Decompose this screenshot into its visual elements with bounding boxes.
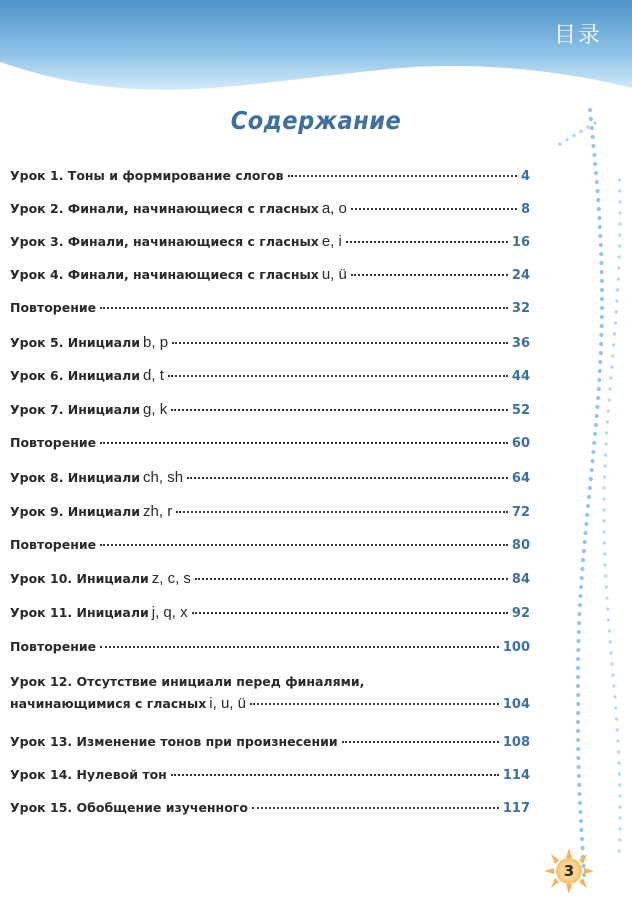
toc-entry-text: Урок 3. Финали, начинающиеся с гласных [10,234,319,249]
toc-entry-label [10,168,284,183]
toc-entry-page: 36 [511,336,530,351]
decorative-dot [615,310,618,313]
decorative-dot [595,414,599,418]
toc-entry-label [10,469,183,486]
decorative-dot [585,513,589,517]
toc-entry-label-line1: Урок 12. Отсутствие инициали перед финалями, [10,674,365,689]
decorative-dot [614,706,617,709]
decorative-dot [583,531,587,535]
decorative-dot [617,277,620,280]
decorative-dot [603,464,606,467]
toc-entry-text: Урок 6. Инициали [10,368,141,383]
decorative-dot [618,794,621,797]
decorative-dot [615,717,618,720]
decorative-dot [604,574,607,577]
toc-entry-label [10,537,96,552]
dot-leader [346,241,508,243]
decorative-dot [576,648,580,652]
toc-entry-label [10,233,342,250]
toc-entry[interactable] [10,570,530,587]
decorative-dot [593,162,597,166]
decorative-dot [615,299,618,302]
decorative-dot [618,178,621,181]
decorative-dot [586,504,590,508]
toc-entry-page: 114 [502,768,530,783]
decorative-dot [618,211,621,214]
decorative-dot [591,135,595,139]
decorative-dot [576,747,580,751]
decorative-dot [599,243,603,247]
dot-leader [195,578,508,580]
decorative-dot [605,596,608,599]
dot-leader [171,774,499,776]
decorative-dot [577,765,581,769]
toc-entry-pinyin: j, q, x [151,604,188,621]
decorative-dot [577,774,581,778]
decorative-dot [576,684,580,688]
decorative-dot [618,255,621,258]
decorative-dot [611,673,614,676]
decorative-dot [600,297,604,301]
decorative-dot [600,279,604,283]
decorative-dot [599,333,603,337]
toc-entry-pinyin: d, t [143,367,164,384]
toc-entry-label [10,367,164,384]
decorative-dot [603,563,606,566]
toc-entry-page: 117 [502,801,530,816]
toc-entry[interactable] [10,503,530,520]
toc-entry-label [10,695,246,712]
toc-entry-text: Повторение [10,300,97,315]
toc-entry-page: 80 [511,538,530,553]
decorative-dot [579,828,583,832]
decorative-dot [595,405,599,409]
decorative-dot [576,675,580,679]
decorative-dot [600,315,604,319]
toc-entry-page: 44 [511,369,530,384]
decorative-dot [610,365,613,368]
toc-entry-label [10,435,96,450]
dot-leader [187,477,508,479]
dot-leader [171,409,508,411]
decorative-dot [618,805,621,808]
decorative-dot [607,409,610,412]
decorative-dot [598,360,602,364]
decorative-dot [607,618,610,621]
toc-entry[interactable] [10,604,530,621]
decorative-dot [578,801,582,805]
decorative-dot [582,549,586,553]
decorative-dot [576,666,580,670]
decorative-dot [611,354,614,357]
toc-entry-page: 64 [511,471,530,486]
decorative-dot [600,306,604,310]
decorative-dot [609,376,612,379]
dot-leader [192,612,508,614]
decorative-dot [616,728,619,731]
toc-entry-text: Урок 8. Инициали [10,470,141,485]
decorative-dot [599,261,603,265]
decorative-dot [576,756,580,760]
decorative-dot [576,639,580,643]
decorative-dot [608,629,611,632]
decorative-dot [618,200,621,203]
toc-entry-label [10,800,248,815]
toc-entry[interactable] [10,334,530,351]
decorative-dot [609,640,612,643]
toc-entry-label [10,401,167,418]
decorative-dot [594,171,598,175]
decorative-dot [602,519,605,522]
decorative-dot [613,332,616,335]
decorative-dot [604,442,607,445]
decorative-dot [591,459,595,463]
toc-entry-text: Урок 9. Инициали [10,504,141,519]
decorative-dot [602,497,605,500]
decorative-dot [606,607,609,610]
dot-leader [100,646,499,648]
toc-entry-text: Урок 5. Инициали [10,335,141,350]
decorative-dot [610,662,613,665]
decorative-dot [578,792,582,796]
decorative-dot [597,216,601,220]
decorative-dot [598,225,602,229]
decorative-dot [616,739,619,742]
decorative-dot [610,651,613,654]
decorative-dot [614,321,617,324]
toc-entry-pinyin: b, p [143,334,169,351]
toc-entry-text: Урок 11. Инициали [10,605,149,620]
toc-entry-text: Повторение [10,639,97,654]
decorative-dot [602,508,605,511]
toc-entry[interactable] [10,200,530,217]
decorative-dot [604,453,607,456]
dot-leader [288,175,517,177]
decorative-dot [577,621,581,625]
toc-entry[interactable] [10,401,530,418]
toc-entry-page: 72 [511,505,530,520]
toc-entry-label [10,334,168,351]
decorative-dot [612,343,615,346]
decorative-dot [576,738,580,742]
decorative-dot [578,594,582,598]
toc-entry-page: 84 [511,572,530,587]
decorative-dot [580,576,584,580]
toc-entry-pinyin: g, k [143,401,168,418]
toc-entry-text: Урок 1. Тоны и формирование слогов [10,168,284,183]
decorative-dot [576,711,580,715]
decorative-dot [617,750,620,753]
toc-entry-label [10,570,191,587]
decorative-dot [600,288,604,292]
decorative-dot [599,342,603,346]
decorative-dot [591,450,595,454]
dot-leader [100,442,508,444]
toc-entry-pinyin: u, ü [321,266,347,283]
toc-entry-label [10,300,96,315]
decorative-dot [590,468,594,472]
decorative-dot [584,522,588,526]
decorative-dot [588,486,592,490]
decorative-dot [576,702,580,706]
toc-entry[interactable] [10,233,530,250]
decorative-dot [596,198,600,202]
decorative-dot [581,558,585,562]
decorative-dot [613,695,616,698]
decorative-dot [616,288,619,291]
toc-entry-page: 108 [502,735,530,750]
decorative-dot [618,827,621,830]
decorative-dot [618,783,621,786]
toc-entry-label [10,767,167,782]
decorative-dot [578,603,582,607]
decorative-dot [576,720,580,724]
toc-entry-text: Повторение [10,537,97,552]
decorative-dot [576,729,580,733]
decorative-dot [595,180,599,184]
toc-entry[interactable] [10,767,530,783]
toc-entry-text: Повторение [10,435,97,450]
toc-entry-label [10,639,96,654]
decorative-dot [600,270,604,274]
toc-entry-page: 92 [511,606,530,621]
decorative-dot [594,423,598,427]
toc-entry[interactable] [10,300,530,316]
decorative-dot [603,475,606,478]
dot-leader [351,208,517,210]
dot-leader [176,511,508,513]
decorative-dot [599,252,603,256]
dot-leader [351,274,508,276]
dot-leader [342,741,499,743]
decorative-dot [607,398,610,401]
decorative-dot [580,837,584,841]
toc-entry-text: Урок 7. Инициали [10,402,141,417]
decorative-dot [618,772,621,775]
toc-entry-pinyin: zh, r [143,503,173,520]
toc-entry[interactable] [10,674,530,712]
decorative-dot [617,266,620,269]
decorative-dot [608,387,611,390]
toc-entry-page: 104 [502,697,530,712]
decorative-dot [577,630,581,634]
toc-entry[interactable] [10,800,530,816]
decorative-dot [618,838,621,841]
decorative-dot [618,222,621,225]
toc-entry-pinyin: ch, sh [143,469,184,486]
dot-leader [250,703,499,705]
decorative-dot [599,351,603,355]
toc-entry-pinyin: e, i [321,233,342,250]
dot-leader [100,544,508,546]
toc-entry-page: 16 [511,235,530,250]
toc-entry-page: 8 [520,202,530,217]
decorative-dot [597,207,601,211]
decorative-dot [580,567,584,571]
toc-entry-label [10,734,338,749]
decorative-dot [597,387,601,391]
decorative-dot [618,244,621,247]
toc-entry-page: 100 [502,640,530,655]
dot-leader [100,307,508,309]
decorative-dot [600,324,604,328]
toc-entry-page: 4 [520,169,530,184]
page-number: 3 [563,862,575,880]
toc-entry-text: Урок 4. Финали, начинающиеся с гласных [10,267,319,282]
decorative-dot [602,530,605,533]
decorative-dot [618,816,621,819]
toc-entry-text: начинающимися с гласных [10,696,207,711]
decorative-dot [603,541,606,544]
decorative-dot [618,189,621,192]
decorative-dot [617,761,620,764]
toc-entry-text: Урок 13. Изменение тонов при произнесении [10,734,338,749]
toc-entry-page: 60 [511,436,530,451]
decorative-dot [598,369,602,373]
decorative-dot [593,432,597,436]
decorative-dot [596,396,600,400]
decorative-dot [591,144,595,148]
decorative-dot [579,585,583,589]
toc-entry-label [10,200,347,217]
toc-entry-text: Урок 14. Нулевой тон [10,767,167,782]
toc-entry[interactable] [10,168,530,184]
header-chinese-label: 目录 [553,23,602,48]
toc-entry-label [10,266,347,283]
decorative-dot [583,540,587,544]
decorative-dot [558,142,562,146]
decorative-dot [606,420,609,423]
decorative-dot [578,810,582,814]
decorative-dot [589,477,593,481]
decorative-dot [592,153,596,157]
decorative-dot [603,486,606,489]
toc-entry-text: Урок 15. Обобщение изученного [10,800,248,815]
decorative-dot [577,612,581,616]
decorative-dot [618,233,621,236]
dot-leader [168,375,508,377]
toc-entry-pinyin: z, c, s [151,570,191,587]
toc-entry-label [10,503,172,520]
decorative-dot [597,378,601,382]
dot-leader [252,807,499,809]
toc-entry-text: Урок 2. Финали, начинающиеся с гласных [10,201,319,216]
toc-entry-text: Урок 10. Инициали [10,571,149,586]
dot-leader [172,342,508,344]
toc-entry[interactable] [10,734,530,750]
decorative-dot [576,657,580,661]
toc-entry[interactable] [10,367,530,384]
toc-entry-page: 24 [511,268,530,283]
toc-entry-pinyin: a, o [321,200,347,217]
decorative-dot [577,783,581,787]
page-title: Содержание [230,106,402,135]
decorative-dot [603,552,606,555]
decorative-dot [592,441,596,445]
toc-entry[interactable] [10,469,530,486]
decorative-dot [587,495,591,499]
decorative-dot [598,234,602,238]
toc-entry[interactable] [10,435,530,451]
toc-entry-label [10,604,188,621]
decorative-dot [605,431,608,434]
toc-entry[interactable] [10,639,530,655]
toc-entry-page: 52 [511,403,530,418]
toc-entry-pinyin: i, u, ü [209,695,246,712]
decorative-dot [618,849,621,852]
decorative-dot [565,138,569,142]
toc-entry[interactable] [10,537,530,553]
decorative-dot [576,693,580,697]
decorative-dot [605,585,608,588]
decorative-dot [612,684,615,687]
decorative-dot [595,189,599,193]
toc-entry[interactable] [10,266,530,283]
toc-entry-page: 32 [511,301,530,316]
decorative-dot [579,819,583,823]
